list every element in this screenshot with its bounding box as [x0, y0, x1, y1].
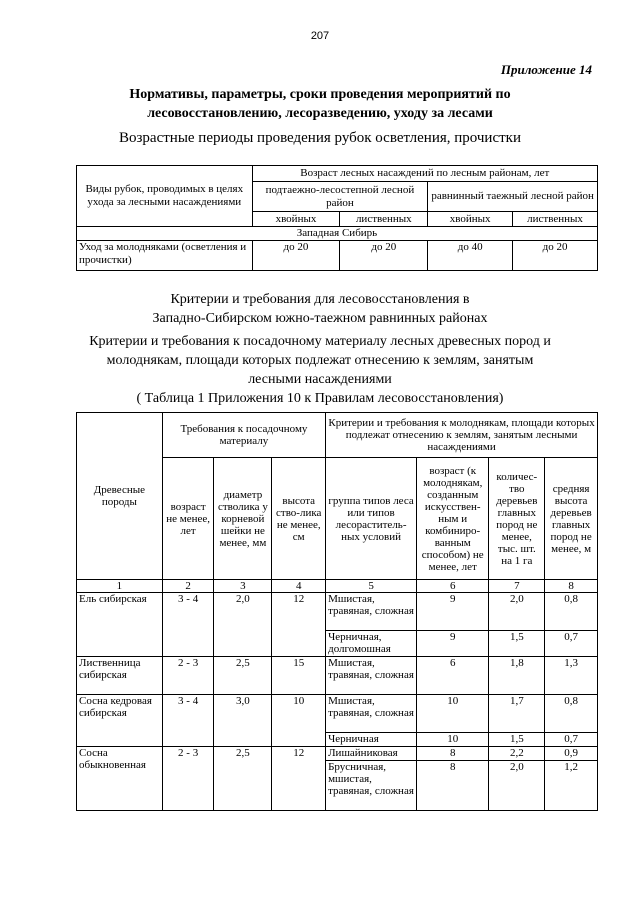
tree-count: 1,8: [489, 657, 545, 695]
col-number: 2: [162, 580, 214, 593]
species-age: 2 - 3: [162, 747, 214, 811]
species-diam: 2,5: [214, 747, 272, 811]
forest-group: Мшистая, травяная, сложная: [326, 695, 417, 733]
col-kinds-header: Виды рубок, проводимых в целях ухода за лесными насаждениями: [77, 166, 253, 227]
table2-heading-line-4: ( Таблица 1 Приложения 10 к Правилам лесовосстановления): [136, 391, 504, 406]
col-age-header: Возраст лесных насаждений по лесным районам, лет: [252, 166, 597, 182]
species-age: 2 - 3: [162, 657, 214, 695]
height-header: высота ство-лика не менее, см: [272, 458, 326, 580]
value-cell: до 40: [428, 241, 513, 271]
age-periods-table: [76, 165, 598, 271]
young-age: 9: [417, 593, 489, 631]
region1-header: подтаежно-лесостепной лесной район: [252, 182, 428, 212]
conifer-header-1: хвойных: [252, 212, 340, 227]
deciduous-header-2: лиственных: [513, 212, 598, 227]
young-age: 9: [417, 631, 489, 657]
table2-heading-line-2: молоднякам, площади которых подлежат отнесению к землям, занятым: [106, 353, 534, 368]
young-age-header: возраст (к молоднякам, созданным искусствен-ным и комбиниро-ванным способом) не менее, лет: [417, 458, 489, 580]
tree-count: 1,7: [489, 695, 545, 733]
avg-height: 0,7: [545, 631, 598, 657]
col-number: 5: [326, 580, 417, 593]
col-number: 3: [214, 580, 272, 593]
avg-height: 0,8: [545, 695, 598, 733]
tree-count: 2,0: [489, 761, 545, 811]
forest-group: Брусничная, мшистая, травяная, сложная: [326, 761, 417, 811]
species-name: Лиственница сибирская: [77, 657, 163, 695]
tree-count: 1,5: [489, 733, 545, 747]
title-line-1: Нормативы, параметры, сроки проведения мероприятий по: [129, 87, 511, 102]
species-age: 3 - 4: [162, 593, 214, 657]
row-label: Уход за молодняками (осветления и прочистки): [77, 241, 253, 271]
avg-height-header: средняя высота деревьев главных пород не менее, м: [545, 458, 598, 580]
young-age: 8: [417, 761, 489, 811]
deciduous-header-1: лиственных: [340, 212, 428, 227]
young-age: 8: [417, 747, 489, 761]
value-cell: до 20: [513, 241, 598, 271]
species-height: 12: [272, 593, 326, 657]
criteria-heading-line-1: Критерии и требования для лесовосстановления в: [170, 292, 470, 307]
forest-group: Черничная: [326, 733, 417, 747]
species-name: Сосна обыкновенная: [77, 747, 163, 811]
species-name: Сосна кедровая сибирская: [77, 695, 163, 747]
table2-heading-line-1: Критерии и требования к посадочному материалу лесных древесных пород и: [89, 334, 551, 349]
species-diam: 2,5: [214, 657, 272, 695]
col-number: 1: [77, 580, 163, 593]
region2-header: равнинный таежный лесной район: [428, 182, 598, 212]
avg-height: 1,3: [545, 657, 598, 695]
age-header: возраст не менее, лет: [162, 458, 214, 580]
col-number: 8: [545, 580, 598, 593]
species-name: Ель сибирская: [77, 593, 163, 657]
criteria-heading: [60, 290, 580, 328]
species-age: 3 - 4: [162, 695, 214, 747]
page-number: 207: [310, 30, 330, 42]
region-row: Западная Сибирь: [77, 227, 598, 241]
group-header: группа типов леса или типов лесораститель-ных условий: [326, 458, 417, 580]
tree-count: 1,5: [489, 631, 545, 657]
table2-heading-line-3: лесными насаждениями: [248, 372, 392, 387]
count-header: количес-тво деревьев главных пород не менее, тыс. шт. на 1 га: [489, 458, 545, 580]
title-line-2: лесовосстановлению, лесоразведению, уходу за лесами: [147, 106, 493, 121]
species-height: 12: [272, 747, 326, 811]
young-age: 10: [417, 695, 489, 733]
col-number: 7: [489, 580, 545, 593]
criteria-heading-line-2: Западно-Сибирском южно-таежном равнинных районах: [152, 311, 488, 326]
tree-count: 2,2: [489, 747, 545, 761]
species-diam: 2,0: [214, 593, 272, 657]
table1-heading: Возрастные периоды проведения рубок осветления, прочистки: [118, 130, 521, 146]
species-header: Древесные породы: [77, 413, 163, 580]
young-age: 6: [417, 657, 489, 695]
young-header: Критерии и требования к молоднякам, площади которых подлежат отнесению к землям, занятым лесными насаждениями: [326, 413, 598, 458]
species-diam: 3,0: [214, 695, 272, 747]
tree-count: 2,0: [489, 593, 545, 631]
value-cell: до 20: [340, 241, 428, 271]
forest-group: Мшистая, травяная, сложная: [326, 657, 417, 695]
avg-height: 0,7: [545, 733, 598, 747]
forest-group: Мшистая, травяная, сложная: [326, 593, 417, 631]
avg-height: 0,8: [545, 593, 598, 631]
col-number: 4: [272, 580, 326, 593]
forest-group: Черничная, долгомошная: [326, 631, 417, 657]
document-title: [60, 85, 580, 123]
species-height: 10: [272, 695, 326, 747]
table2-heading: [70, 332, 570, 408]
young-age: 10: [417, 733, 489, 747]
diam-header: диаметр стволика у корневой шейки не менее, мм: [214, 458, 272, 580]
avg-height: 0,9: [545, 747, 598, 761]
criteria-table: [76, 412, 598, 811]
conifer-header-2: хвойных: [428, 212, 513, 227]
col-number: 6: [417, 580, 489, 593]
value-cell: до 20: [252, 241, 340, 271]
appendix-label: Приложение 14: [500, 62, 592, 77]
species-height: 15: [272, 657, 326, 695]
avg-height: 1,2: [545, 761, 598, 811]
forest-group: Лишайниковая: [326, 747, 417, 761]
planting-header: Требования к посадочному материалу: [162, 413, 325, 458]
